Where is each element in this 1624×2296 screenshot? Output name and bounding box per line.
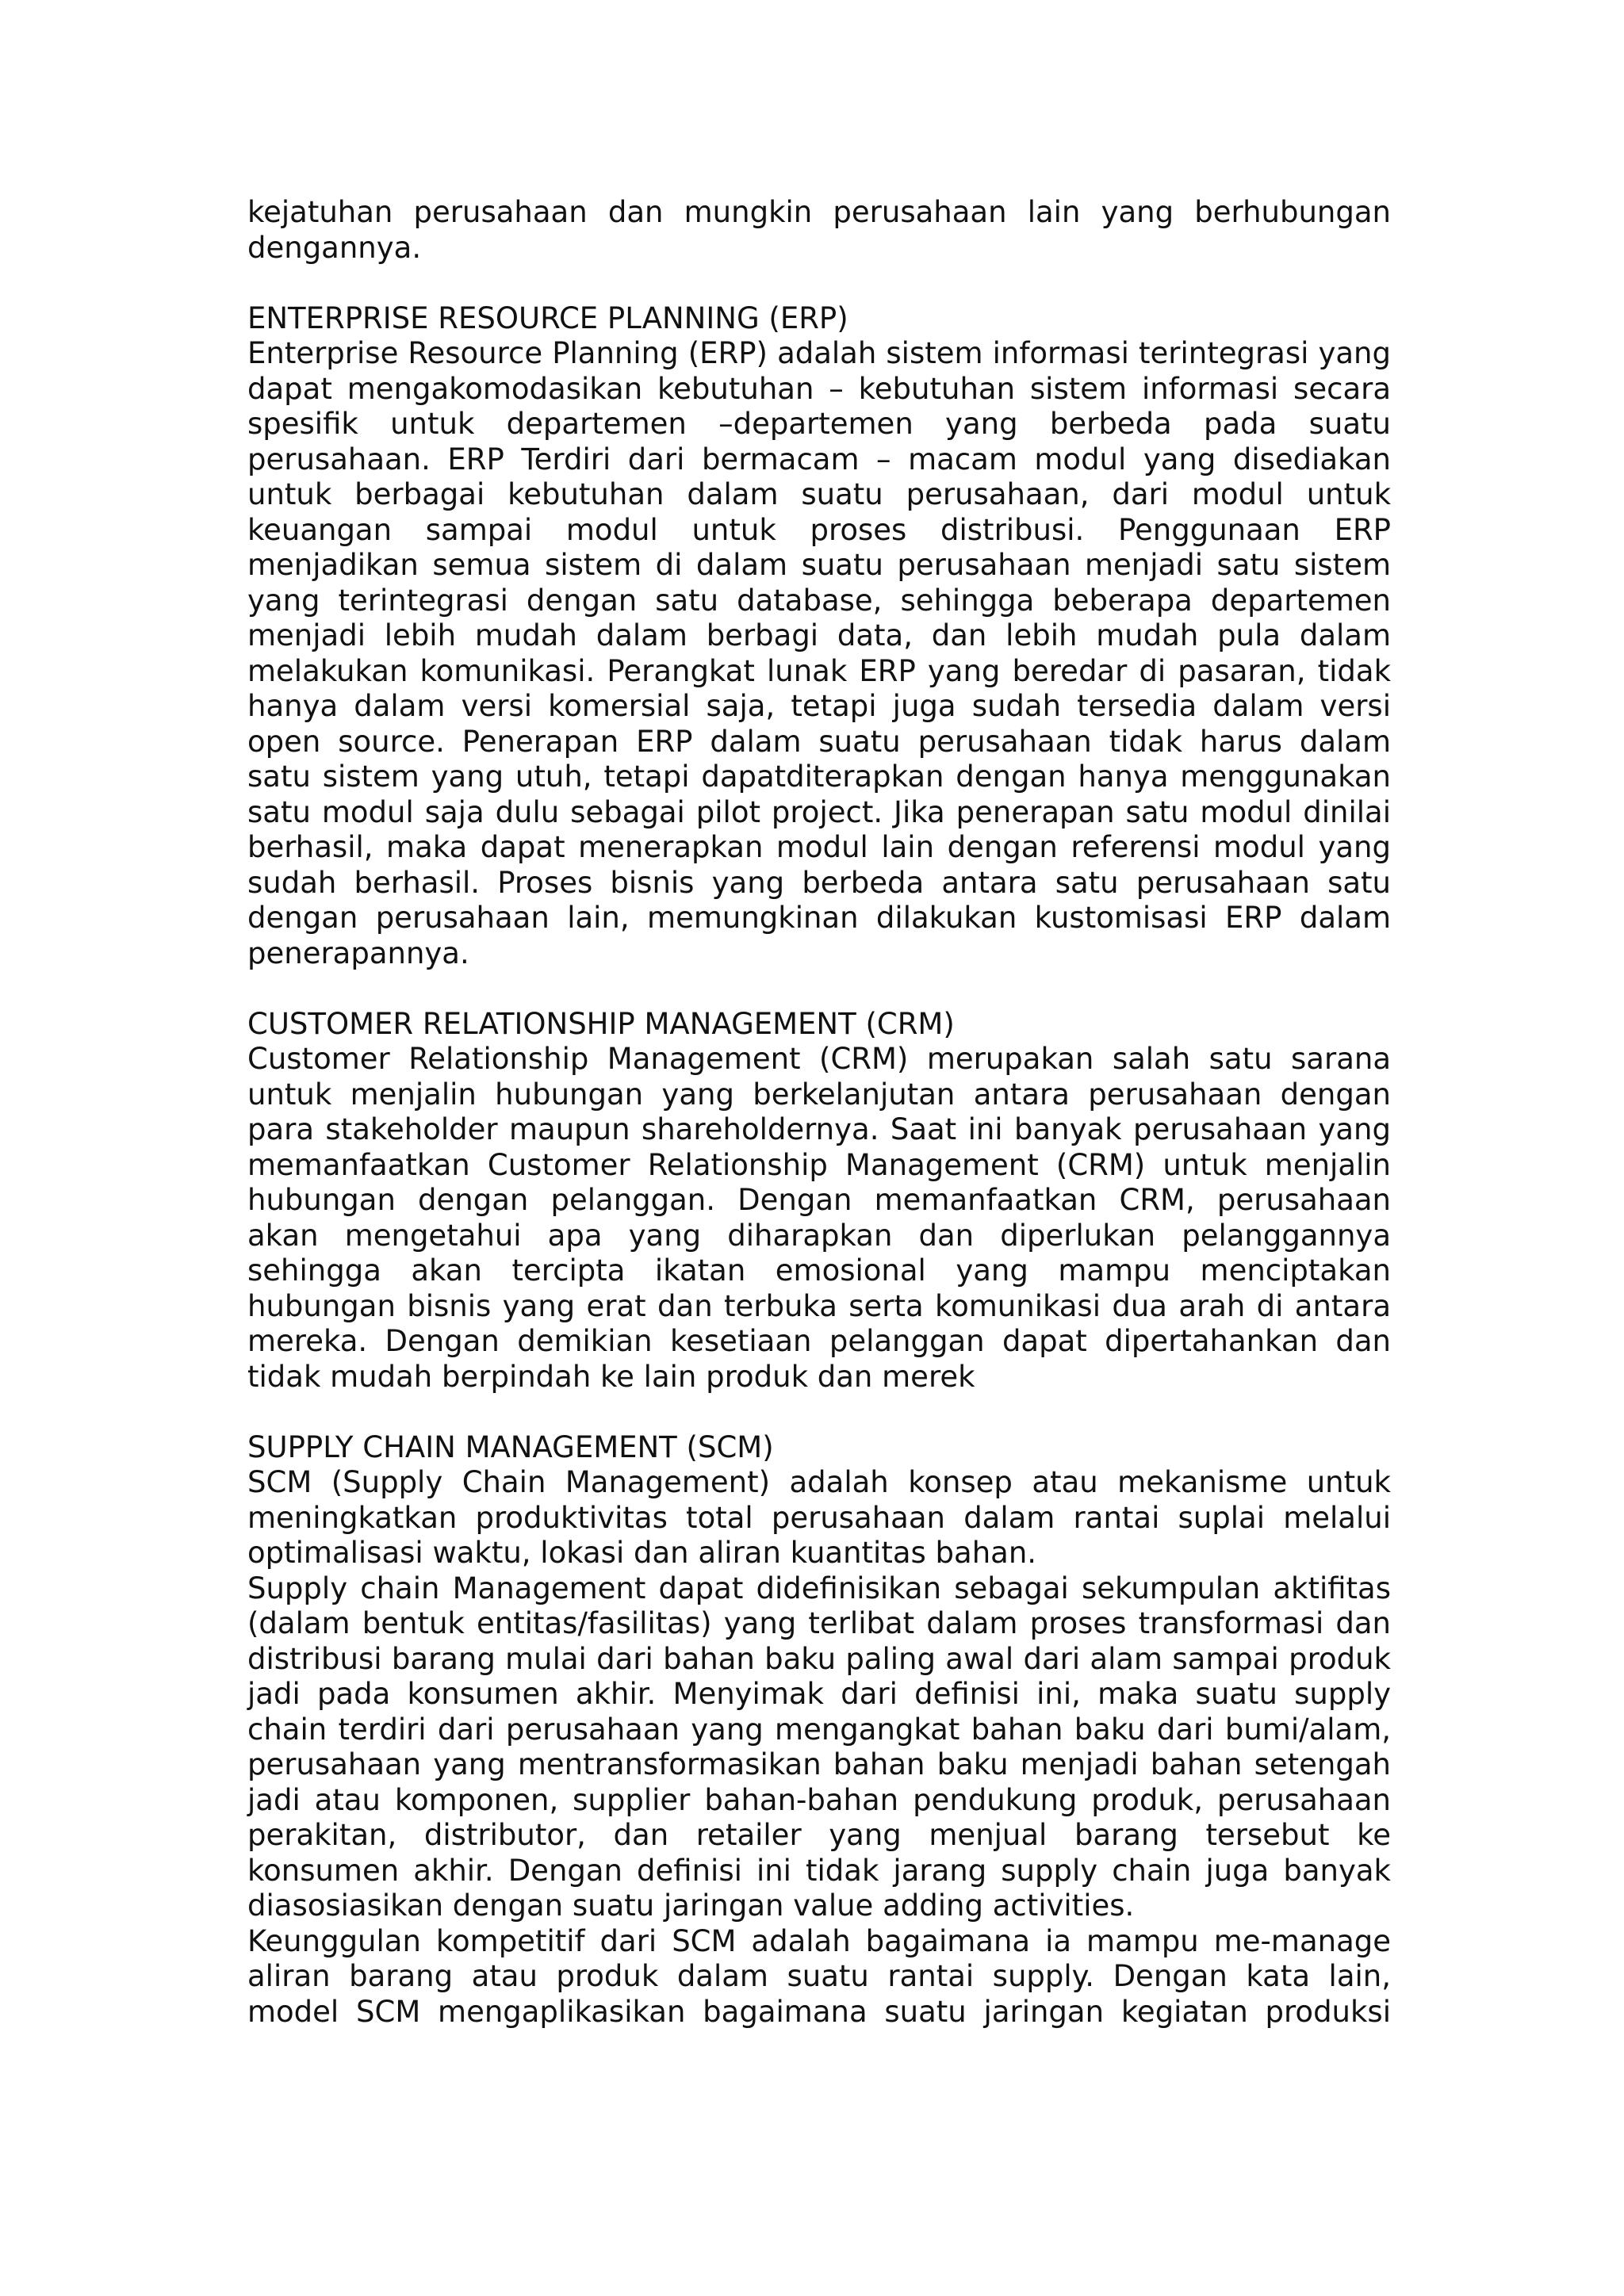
document-page [247,195,1391,2030]
crm-paragraph: Customer Relationship Management (CRM) merupakan salah satu sarana untuk menjalin hubungan yang berkelanjutan antara perusahaan dengan para stakeholder maupun shareholdernya. Saat ini banyak perusahaan yang memanfaatkan Customer Relationship Management (CRM) untuk menjalin hubungan dengan pelanggan. Dengan memanfaatkan CRM, perusahaan akan mengetahui apa yang diharapkan dan diperlukan pelanggannya sehingga akan tercipta ikatan emosional yang mampu menciptakan hubungan bisnis yang erat dan terbuka serta komunikasi dua arah di antara mereka. Dengan demikian kesetiaan pelanggan dapat dipertahankan dan tidak mudah berpindah ke lain produk dan merek [247,1042,1391,1394]
paragraph-gap [247,1395,1391,1430]
intro-paragraph: kejatuhan perusahaan dan mungkin perusahaan lain yang berhubungan dengannya. [247,195,1391,265]
scm-heading: SUPPLY CHAIN MANAGEMENT (SCM) [247,1429,774,1464]
scm-paragraph-1: SCM (Supply Chain Management) adalah konsep atau mekanisme untuk meningkatkan produktivitas total perusahaan dalam rantai suplai melalui optimalisasi waktu, lokasi dan aliran kuantitas bahan. [247,1465,1391,1570]
crm-heading: CUSTOMER RELATIONSHIP MANAGEMENT (CRM) [247,1006,955,1041]
erp-heading: ENTERPRISE RESOURCE PLANNING (ERP) [247,300,848,335]
erp-paragraph: Enterprise Resource Planning (ERP) adalah sistem informasi terintegrasi yang dapat mengakomodasikan kebutuhan – kebutuhan sistem informasi secara spesifik untuk departemen –departemen yang berbeda pada suatu perusahaan. ERP Terdiri dari bermacam – macam modul yang disediakan untuk berbagai kebutuhan dalam suatu perusahaan, dari modul untuk keuangan sampai modul untuk proses distribusi. Penggunaan ERP menjadikan semua sistem di dalam suatu perusahaan menjadi satu sistem yang terintegrasi dengan satu database, sehingga beberapa departemen menjadi lebih mudah dalam berbagi data, dan lebih mudah pula dalam melakukan komunikasi. Perangkat lunak ERP yang beredar di pasaran, tidak hanya dalam versi komersial saja, tetapi juga sudah tersedia dalam versi open source. Penerapan ERP dalam suatu perusahaan tidak harus dalam satu sistem yang utuh, tetapi dapatditerapkan dengan hanya menggunakan satu modul saja dulu sebagai pilot project. Jika penerapan satu modul dinilai berhasil, maka dapat menerapkan modul lain dengan referensi modul yang sudah berhasil. Proses bisnis yang berbeda antara satu perusahaan satu dengan perusahaan lain, memungkinan dilakukan kustomisasi ERP dalam penerapannya. [247,336,1391,970]
scm-paragraph-2: Supply chain Management dapat didefinisikan sebagai sekumpulan aktifitas (dalam bentuk entitas/fasilitas) yang terlibat dalam proses transformasi dan distribusi barang mulai dari bahan baku paling awal dari alam sampai produk jadi pada konsumen akhir. Menyimak dari definisi ini, maka suatu supply chain terdiri dari perusahaan yang mengangkat bahan baku dari bumi/alam, perusahaan yang mentransformasikan bahan baku menjadi bahan setengah jadi atau komponen, supplier bahan-bahan pendukung produk, perusahaan perakitan, distributor, dan retailer yang menjual barang tersebut ke konsumen akhir. Dengan definisi ini tidak jarang supply chain juga banyak diasosiasikan dengan suatu jaringan value adding activities. [247,1571,1391,1923]
paragraph-gap [247,266,1391,301]
paragraph-gap [247,971,1391,1007]
scm-paragraph-3: Keunggulan kompetitif dari SCM adalah bagaimana ia mampu me-manage aliran barang atau produk dalam suatu rantai supply. Dengan kata lain, model SCM mengaplikasikan bagaimana suatu jaringan kegiatan produksi [247,1923,1391,2029]
